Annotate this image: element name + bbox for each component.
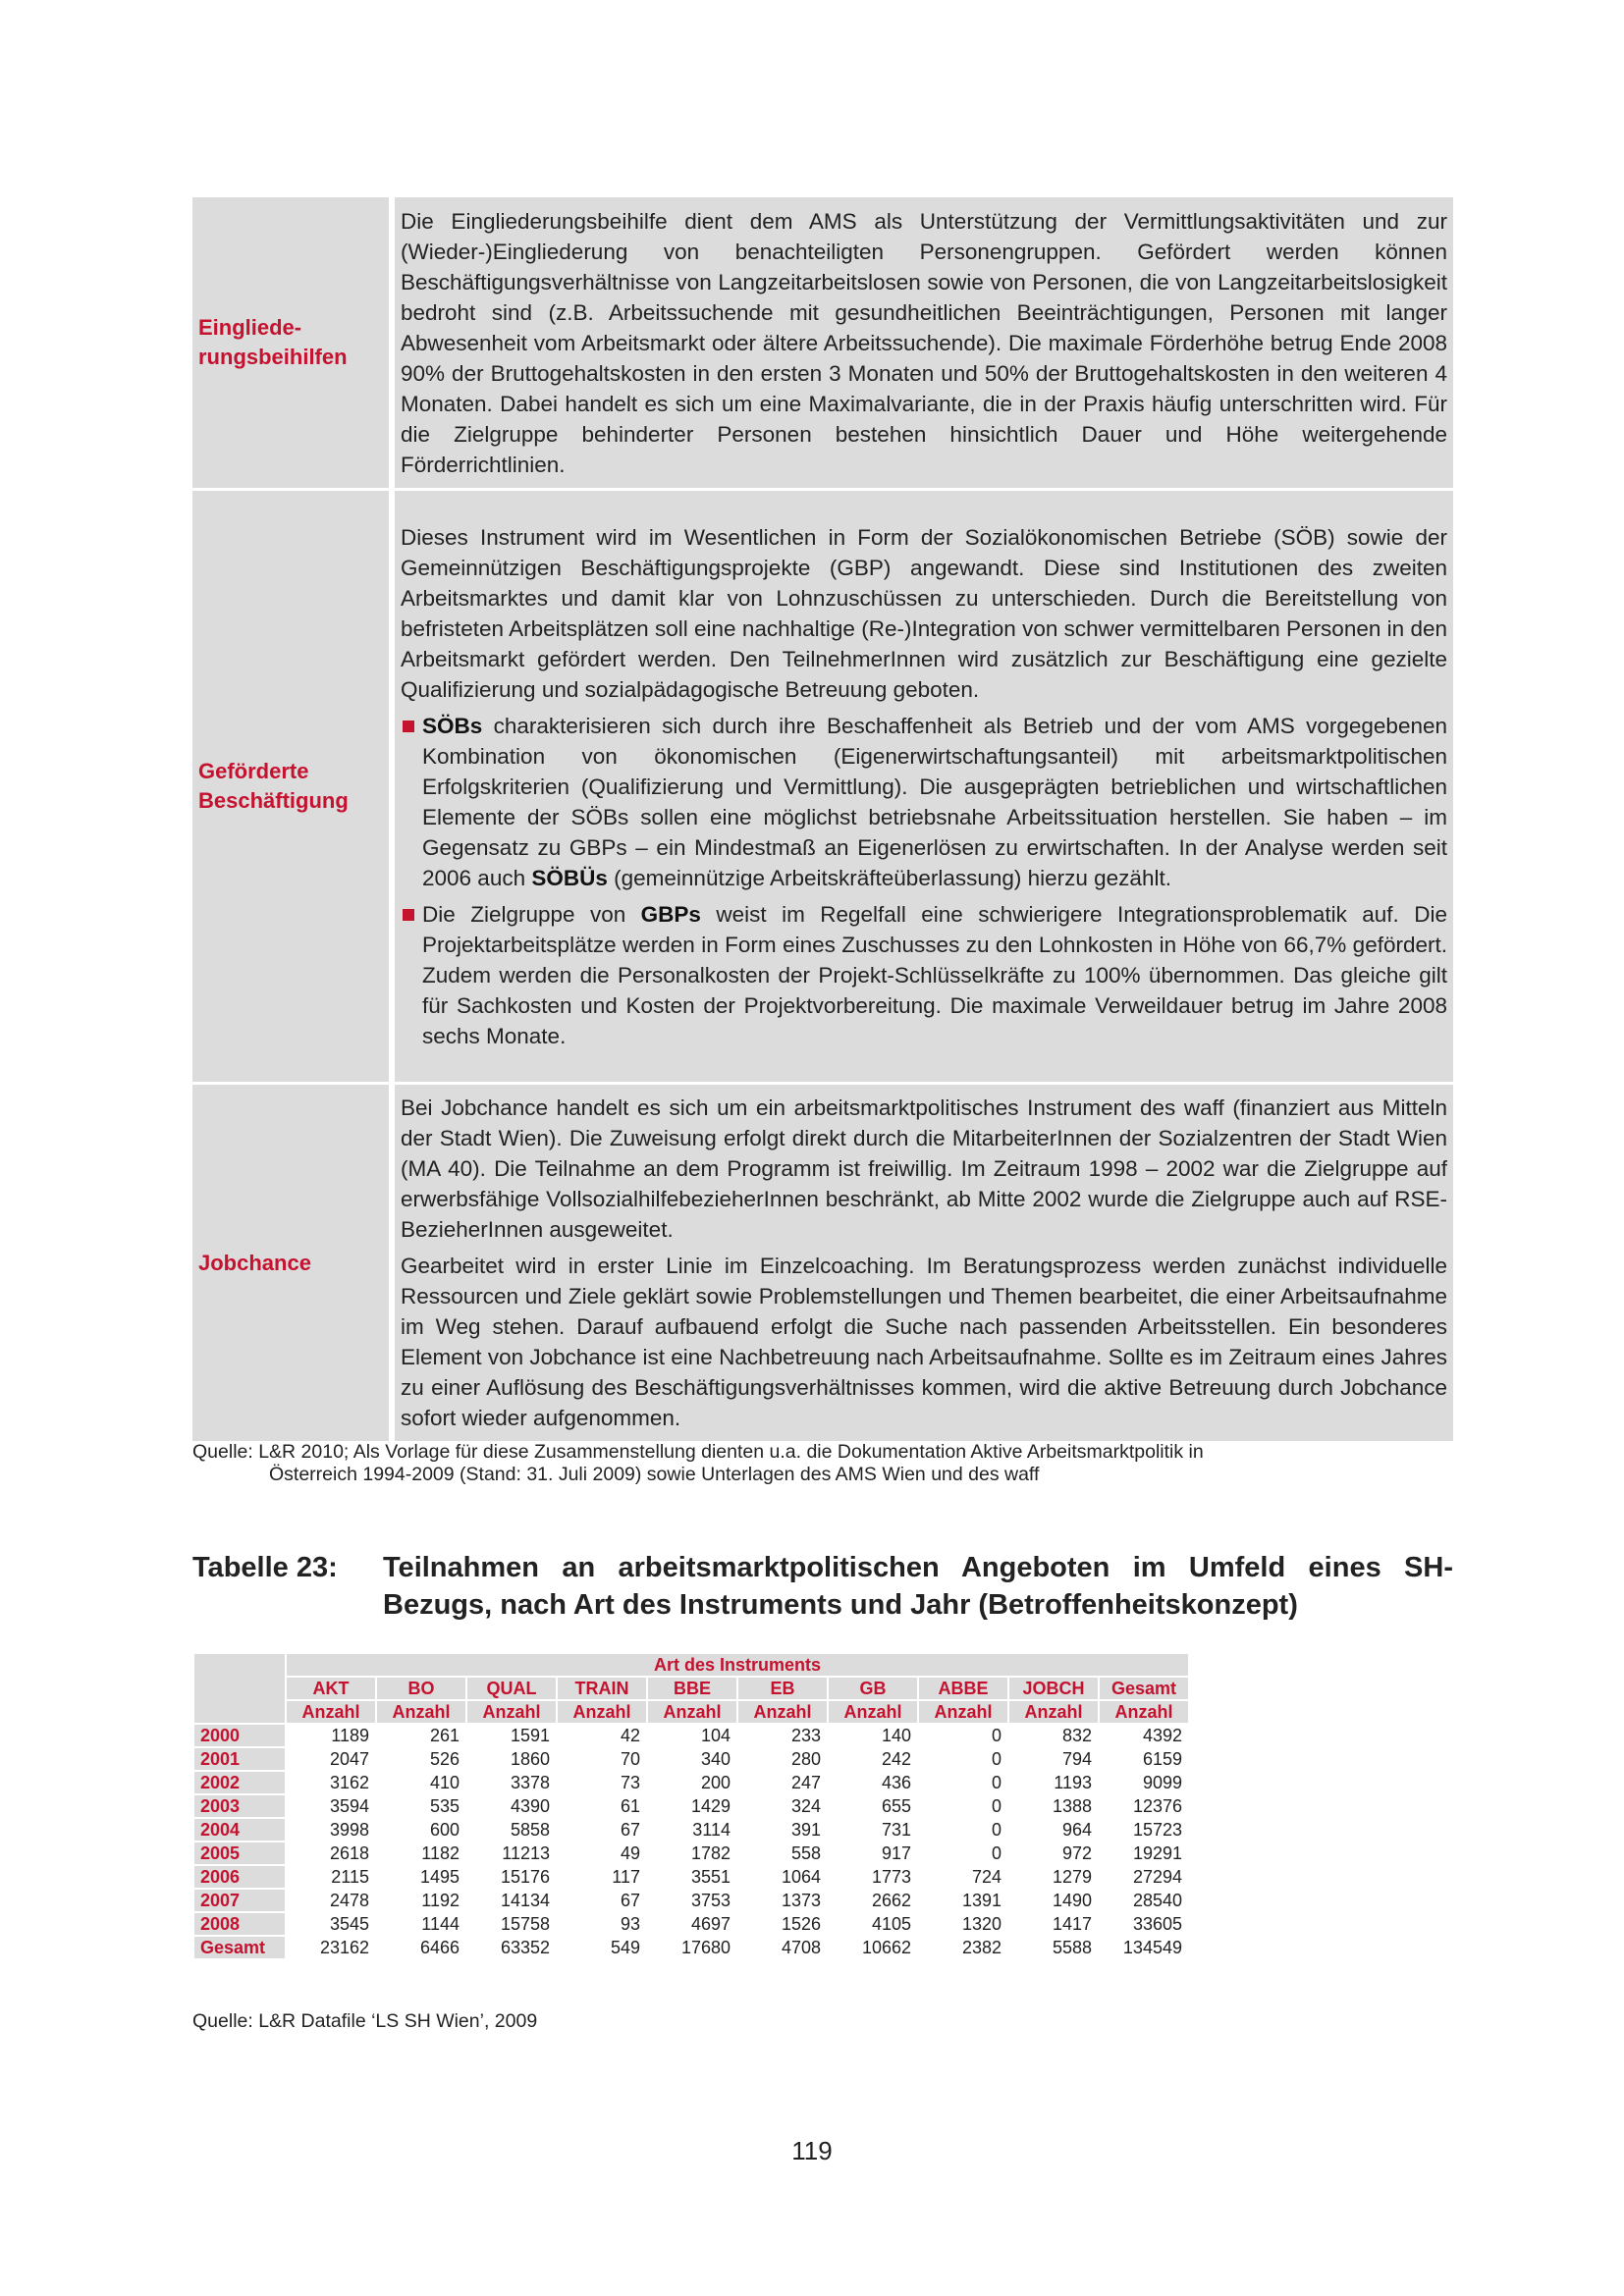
table-cell: 242: [881, 1748, 911, 1769]
table-cell: 73: [620, 1772, 640, 1792]
table-cell: 19291: [1132, 1842, 1182, 1863]
table-cell: 391: [790, 1819, 821, 1840]
table-cell: 1192: [421, 1890, 460, 1910]
table-row: [194, 1937, 1188, 1958]
table-cell: 14134: [500, 1890, 550, 1910]
column-header: AKT: [287, 1678, 375, 1699]
table-cell: 4105: [871, 1913, 911, 1934]
table-cell: 104: [700, 1725, 731, 1745]
table-cell: 134549: [1122, 1937, 1182, 1957]
column-header: BO: [377, 1678, 465, 1699]
table-cell: 9099: [1142, 1772, 1182, 1792]
table-cell: 1182: [421, 1842, 460, 1863]
table-cell: 0: [991, 1725, 1001, 1745]
page-number: 119: [791, 2136, 833, 2165]
table-cell: 1279: [1052, 1866, 1092, 1887]
table-cell: 1429: [690, 1795, 731, 1816]
table-cell: 558: [790, 1842, 821, 1863]
table-cell: 1391: [961, 1890, 1001, 1910]
table-cell: 3114: [692, 1819, 731, 1840]
unit-header: Anzahl: [919, 1701, 1007, 1723]
table-cell: 2115: [331, 1866, 369, 1887]
table-cell: 15176: [500, 1866, 550, 1887]
table-row: [194, 1725, 1188, 1746]
instrument-description: [395, 491, 1453, 1082]
table-row: [194, 1748, 1188, 1770]
table-cell: 1189: [331, 1725, 369, 1745]
instrument-label: Geförderte Beschäftigung: [192, 491, 389, 1082]
table-cell: 200: [700, 1772, 731, 1792]
unit-header: Anzahl: [1009, 1701, 1098, 1723]
table-cell: 1860: [510, 1748, 550, 1769]
table-caption: [192, 1549, 1453, 1624]
table-cell: 340: [700, 1748, 731, 1769]
table-cell: 2662: [871, 1890, 911, 1910]
table-cell: 526: [429, 1748, 460, 1769]
bullet-item: Die Zielgruppe von GBPs weist im Regelfall eine schwierigere Integrationsproblematik auf. Die Projektarbeitsplätze werden in Form eines Zuschusses zu den Lohnkosten in Höhe von 66,7% gefördert. Zudem werden die Personalkosten der Projekt-Schlüsselkräfte zu 100% übernommen. Das gleiche gilt für Sachkosten und Kosten der Projektvorbereitung. Die maximale Verweildauer betrug im Jahre 2008 sechs Monate.: [401, 899, 1447, 1051]
row-label: 2005: [194, 1842, 285, 1864]
instrument-label: Jobchance: [192, 1085, 389, 1441]
unit-header: Anzahl: [648, 1701, 736, 1723]
table-cell: 3753: [690, 1890, 731, 1910]
table-cell: 28540: [1132, 1890, 1182, 1910]
row-label: 2003: [194, 1795, 285, 1817]
table-cell: 731: [881, 1819, 911, 1840]
table-cell: 280: [790, 1748, 821, 1769]
table-cell: 724: [971, 1866, 1001, 1887]
table-cell: 0: [991, 1795, 1001, 1816]
table-cell: 261: [429, 1725, 460, 1745]
table-cell: 12376: [1132, 1795, 1182, 1816]
table-cell: 600: [429, 1819, 460, 1840]
table-cell: 5858: [510, 1819, 550, 1840]
source-note: Quelle: L&R Datafile ‘LS SH Wien’, 2009: [192, 2010, 538, 2032]
table-cell: 61: [620, 1795, 640, 1816]
column-header: TRAIN: [558, 1678, 646, 1699]
table-cell: 3378: [510, 1772, 550, 1792]
paragraph: Bei Jobchance handelt es sich um ein arbeitsmarktpolitisches Instrument des waff (finanziert aus Mitteln der Stadt Wien). Die Zuweisung erfolgt direkt durch die MitarbeiterInnen der Sozialzentren der Stadt Wien (MA 40). Die Teilnahme an dem Programm ist freiwillig. Im Zeitraum 1998 – 2002 war die Zielgruppe auf erwerbsfähige VollsozialhilfebezieherInnen beschränkt, ab Mitte 2002 wurde die Zielgruppe auch auf RSE-BezieherInnen ausgeweitet.: [401, 1095, 1447, 1242]
column-header: ABBE: [919, 1678, 1007, 1699]
table-cell: 67: [620, 1819, 640, 1840]
table-cell: 436: [881, 1772, 911, 1792]
unit-header: Anzahl: [1100, 1701, 1188, 1723]
unit-header: Anzahl: [377, 1701, 465, 1723]
table-row: [194, 1819, 1188, 1841]
table-row: [194, 1772, 1188, 1793]
table-cell: 49: [620, 1842, 640, 1863]
table-number: Tabelle 23:: [192, 1552, 338, 1583]
table-cell: 63352: [500, 1937, 550, 1957]
table-cell: 4708: [781, 1937, 821, 1957]
row-label: 2000: [194, 1725, 285, 1746]
paragraph: Die Eingliederungsbeihilfe dient dem AMS als Unterstützung der Vermittlungsaktivitäten und zur (Wieder-)Eingliederung von benachteiligten Personengruppen. Gefördert werden können Beschäftigungsverhältnisse von Langzeitarbeitslosen sowie von Personen, die von Langzeitarbeitslosigkeit bedroht sind (z.B. Arbeitssuchende mit gesundheitlichen Beeinträchtigungen, Personen mit langer Abwesenheit vom Arbeitsmarkt oder ältere Arbeitssuchende). Die maximale Förderhöhe betrug Ende 2008 90% der Bruttogehaltskosten in den ersten 3 Monaten und 50% der Bruttogehaltskosten in den weiteren 4 Monaten. Dabei handelt es sich um eine Maximalvariante, die in der Praxis häufig unterschritten wird. Für die Zielgruppe behinderter Personen bestehen hinsichtlich Dauer und Höhe weitergehende Förderrichtlinien.: [401, 208, 1447, 477]
table-cell: 11213: [502, 1842, 550, 1863]
table-cell: 5588: [1052, 1937, 1092, 1957]
table-cell: 917: [881, 1842, 911, 1863]
table-cell: 42: [620, 1725, 640, 1745]
table-cell: 794: [1061, 1748, 1092, 1769]
table-row: [194, 1890, 1188, 1911]
table-cell: 1495: [419, 1866, 460, 1887]
unit-header: Anzahl: [287, 1701, 375, 1723]
table-cell: 0: [991, 1819, 1001, 1840]
bullet-square-icon: [403, 909, 414, 921]
source-note: Quelle: L&R 2010; Als Vorlage für diese Zusammenstellung dienten u.a. die Dokumentation Aktive Arbeitsmarktpolitik in Österreich 1994-2009 (Stand: 31. Juli 2009) sowie Unterlagen des AMS Wien und des waff: [192, 1441, 1204, 1485]
table-cell: 2382: [961, 1937, 1001, 1957]
table-cell: 1490: [1052, 1890, 1092, 1910]
row-label: 2008: [194, 1913, 285, 1935]
table-cell: 324: [790, 1795, 821, 1816]
instrument-description-table: [192, 194, 1453, 1444]
row-label: 2002: [194, 1772, 285, 1793]
paragraph: Dieses Instrument wird im Wesentlichen in Form der Sozialökonomischen Betriebe (SÖB) sowie der Gemeinnützigen Beschäftigungsprojekte (GBP) angewandt. Diese sind Institutionen des zweiten Arbeitsmarktes und damit klar von Lohnzuschüssen zu unterschieden. Durch die Bereitstellung von befristeten Arbeitsplätzen soll eine nachhaltige (Re-)Integration von schwer vermittelbaren Personen in den Arbeitsmarkt gefördert werden. Den TeilnehmerInnen wird zusätzlich zur Beschäftigung eine gezielte Qualifizierung und sozialpädagogische Betreuung geboten.: [401, 524, 1447, 702]
table-cell: 1782: [690, 1842, 731, 1863]
column-header: Gesamt: [1100, 1678, 1188, 1699]
table-cell: 247: [790, 1772, 821, 1792]
instrument-row: [192, 491, 1453, 1082]
bullet-item: SÖBs charakterisieren sich durch ihre Beschaffenheit als Betrieb und der vom AMS vorgegebenen Kombination von ökonomischen (Eigenerwirtschaftungsanteil) mit arbeitsmarktpolitischen Erfolgskriterien (Qualifizierung und Vermittlung). Die ausgeprägten betrieblichen und wirtschaftlichen Elemente der SÖBs sollen eine möglichst betriebsnahe Arbeitssituation herstellen. Sie haben – im Gegensatz zu GBPs – ein Mindestmaß an Eigenerlösen zu erwirtschaften. In der Analyse werden seit 2006 auch SÖBÜs (gemeinnützige Arbeitskräfteüberlassung) hierzu gezählt.: [401, 711, 1447, 893]
table-cell: 2618: [329, 1842, 369, 1863]
column-header: JOBCH: [1009, 1678, 1098, 1699]
table-row: [194, 1842, 1188, 1864]
unit-header: Anzahl: [738, 1701, 827, 1723]
table-cell: 2047: [329, 1748, 369, 1769]
row-label: Gesamt: [194, 1937, 285, 1958]
table-cell: 140: [881, 1725, 911, 1745]
table-cell: 972: [1061, 1842, 1092, 1863]
table-cell: 6466: [419, 1937, 460, 1957]
table-cell: 1591: [510, 1725, 550, 1745]
row-label: 2001: [194, 1748, 285, 1770]
table-cell: 0: [991, 1772, 1001, 1792]
instrument-description: [395, 197, 1453, 488]
table-cell: 1373: [781, 1890, 821, 1910]
table-cell: 70: [620, 1748, 640, 1769]
table-cell: 1193: [1054, 1772, 1092, 1792]
table-cell: 832: [1061, 1725, 1092, 1745]
table-cell: 67: [620, 1890, 640, 1910]
column-header: EB: [738, 1678, 827, 1699]
table-cell: 2478: [329, 1890, 369, 1910]
table-cell: 117: [612, 1866, 640, 1887]
table-row: [194, 1913, 1188, 1935]
table-cell: 1320: [961, 1913, 1001, 1934]
table-cell: 23162: [319, 1937, 369, 1957]
table-row: [194, 1795, 1188, 1817]
table-cell: 15758: [500, 1913, 550, 1934]
table-cell: 0: [991, 1748, 1001, 1769]
table-title: Teilnahmen an arbeitsmarktpolitischen Angeboten im Umfeld eines SH-Bezugs, nach Art des Instruments und Jahr (Betroffenheitskonzept): [383, 1552, 1453, 1621]
table-cell: 4697: [690, 1913, 731, 1934]
table-cell: 3545: [329, 1913, 369, 1934]
table-cell: 33605: [1132, 1913, 1182, 1934]
table-cell: 0: [991, 1842, 1001, 1863]
table-cell: 549: [610, 1937, 640, 1957]
unit-header: Anzahl: [829, 1701, 917, 1723]
column-header: GB: [829, 1678, 917, 1699]
paragraph: Gearbeitet wird in erster Linie im Einzelcoaching. Im Beratungsprozess werden zunächst individuelle Ressourcen und Ziele geklärt sowie Problemstellungen und Themen bearbeitet, die einer Arbeitsaufnahme im Weg stehen. Darauf aufbauend erfolgt die Suche nach passenden Arbeitsstellen. Ein besonderes Element von Jobchance ist eine Nachbetreuung nach Arbeitsaufnahme. Sollte es im Zeitraum eines Jahres zu einer Auflösung des Beschäftigungsverhältnisses kommen, wird die aktive Betreuung durch Jobchance sofort wieder aufgenommen.: [401, 1254, 1447, 1430]
column-header: BBE: [648, 1678, 736, 1699]
table-cell: 1388: [1052, 1795, 1092, 1816]
table-cell: 535: [429, 1795, 460, 1816]
instrument-row: [192, 1085, 1453, 1441]
table-row: [194, 1866, 1188, 1888]
unit-header: Anzahl: [467, 1701, 556, 1723]
row-label: 2004: [194, 1819, 285, 1841]
table-cell: 10662: [861, 1937, 911, 1957]
table-cell: 3998: [329, 1819, 369, 1840]
column-header: QUAL: [467, 1678, 556, 1699]
group-header: Art des Instruments: [287, 1654, 1188, 1676]
table-cell: 233: [790, 1725, 821, 1745]
row-label: 2007: [194, 1890, 285, 1911]
table-cell: 1526: [781, 1913, 821, 1934]
table-cell: 6159: [1142, 1748, 1182, 1769]
instrument-label: Eingliede- rungsbeihilfen: [192, 197, 389, 488]
instrument-row: [192, 197, 1453, 488]
unit-header: Anzahl: [558, 1701, 646, 1723]
table-cell: 410: [429, 1772, 460, 1792]
table-cell: 4392: [1142, 1725, 1182, 1745]
table-cell: 17680: [680, 1937, 731, 1957]
table-cell: 3594: [329, 1795, 369, 1816]
table-cell: 1064: [781, 1866, 821, 1887]
table-cell: 964: [1061, 1819, 1092, 1840]
bullet-square-icon: [403, 721, 414, 732]
row-label: 2006: [194, 1866, 285, 1888]
table-cell: 93: [620, 1913, 640, 1934]
table-cell: 655: [881, 1795, 911, 1816]
data-table: [192, 1652, 1190, 1960]
table-cell: 1773: [871, 1866, 911, 1887]
instrument-description: [395, 1085, 1453, 1441]
table-cell: 3162: [329, 1772, 369, 1792]
table-cell: 4390: [510, 1795, 550, 1816]
table-cell: 3551: [690, 1866, 731, 1887]
table-cell: 27294: [1132, 1866, 1182, 1887]
table-cell: 1144: [421, 1913, 460, 1934]
table-cell: 1417: [1052, 1913, 1092, 1934]
table-cell: 15723: [1132, 1819, 1182, 1840]
